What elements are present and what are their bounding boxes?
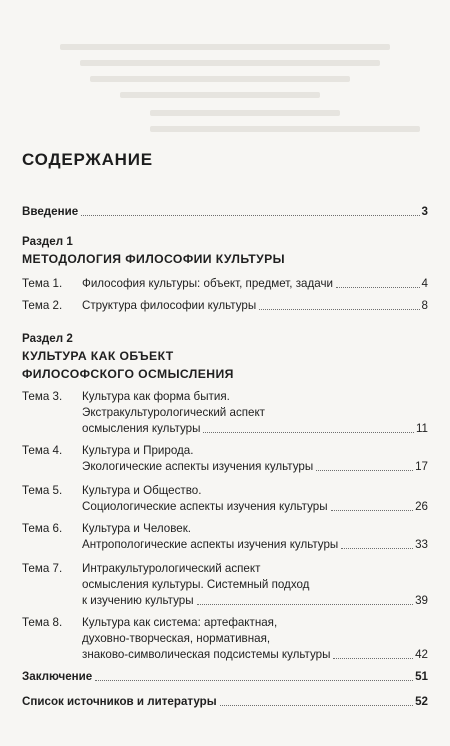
topic-label: Тема 8. (22, 616, 63, 629)
topic-label: Тема 1. (22, 277, 63, 290)
leader-dots (81, 215, 419, 216)
page-number: 8 (421, 299, 428, 312)
page-number: 51 (415, 670, 428, 683)
topic-title-line: к изучению культуры (82, 594, 194, 607)
page-number: 52 (415, 695, 428, 708)
page-number: 11 (415, 422, 428, 435)
topic-title-line: Культура как система: артефактная, (82, 616, 278, 629)
topic-title: Философия культуры: объект, предмет, задачи (82, 277, 333, 290)
topic-title-line: Культура и Природа. (82, 444, 194, 457)
page-number: 4 (421, 277, 428, 290)
section-title-line: МЕТОДОЛОГИЯ ФИЛОСОФИИ КУЛЬТУРЫ (22, 252, 285, 266)
topic-label: Тема 2. (22, 299, 63, 312)
topic-title-line: Экстракультурологический аспект (82, 406, 265, 419)
topic-title-line: Культура и Общество. (82, 484, 202, 497)
section-label: Раздел 2 (22, 332, 73, 345)
leader-dots (259, 309, 419, 310)
toc-entry-label: Список источников и литературы (22, 695, 217, 708)
bleed-through-line (90, 76, 350, 82)
section-title (22, 347, 234, 383)
leader-dots (95, 680, 413, 681)
leader-dots (333, 658, 413, 659)
topic-title-line: осмысления культуры (82, 422, 201, 435)
toc-title: СОДЕРЖАНИЕ (22, 150, 153, 169)
toc-entry-topic[interactable] (22, 298, 428, 314)
topic-title-line: Экологические аспекты изучения культуры (82, 460, 314, 473)
page-number: 42 (415, 648, 428, 661)
leader-dots (336, 287, 420, 288)
bleed-through-line (150, 126, 420, 132)
topic-title-line: духовно-творческая, нормативная, (82, 632, 271, 645)
bleed-through-line (80, 60, 380, 66)
toc-entry-sources[interactable] (22, 694, 428, 710)
page-number: 33 (415, 538, 428, 551)
toc-entry-topic[interactable] (22, 276, 428, 292)
bleed-through-line (120, 92, 320, 98)
topic-title-line: Антропологические аспекты изучения культуры (82, 538, 339, 551)
section-title (22, 250, 285, 268)
page-number: 26 (415, 500, 428, 513)
toc-entry-conclusion[interactable] (22, 669, 428, 685)
page-number: 17 (415, 460, 428, 473)
leader-dots (341, 548, 413, 549)
topic-title-line: Интракультурологический аспект (82, 562, 261, 575)
section-label: Раздел 1 (22, 235, 73, 248)
leader-dots (220, 705, 413, 706)
topic-title: Структура философии культуры (82, 299, 257, 312)
section-title-line: ФИЛОСОФСКОГО ОСМЫСЛЕНИЯ (22, 367, 234, 381)
topic-label: Тема 3. (22, 390, 63, 403)
topic-label: Тема 7. (22, 562, 63, 575)
leader-dots (316, 470, 413, 471)
leader-dots (331, 510, 414, 511)
bleed-through-header (14, 10, 434, 24)
topic-label: Тема 4. (22, 444, 63, 457)
topic-label: Тема 5. (22, 484, 63, 497)
topic-title-line: осмысления культуры. Системный подход (82, 578, 310, 591)
leader-dots (197, 604, 414, 605)
topic-title-line: Культура как форма бытия. (82, 390, 230, 403)
topic-title-line: Социологические аспекты изучения культуры (82, 500, 328, 513)
toc-entry-intro[interactable] (22, 204, 428, 220)
topic-label: Тема 6. (22, 522, 63, 535)
toc-entry-label: Введение (22, 205, 79, 218)
bleed-through-line (60, 44, 390, 50)
page-number: 39 (415, 594, 428, 607)
bleed-through-line (150, 110, 340, 116)
toc-entry-label: Заключение (22, 670, 93, 683)
topic-title-line: Культура и Человек. (82, 522, 192, 535)
leader-dots (203, 432, 413, 433)
page-number: 3 (421, 205, 428, 218)
section-title-line: КУЛЬТУРА КАК ОБЪЕКТ (22, 349, 174, 363)
topic-title-line: знаково-символическая подсистемы культуры (82, 648, 331, 661)
